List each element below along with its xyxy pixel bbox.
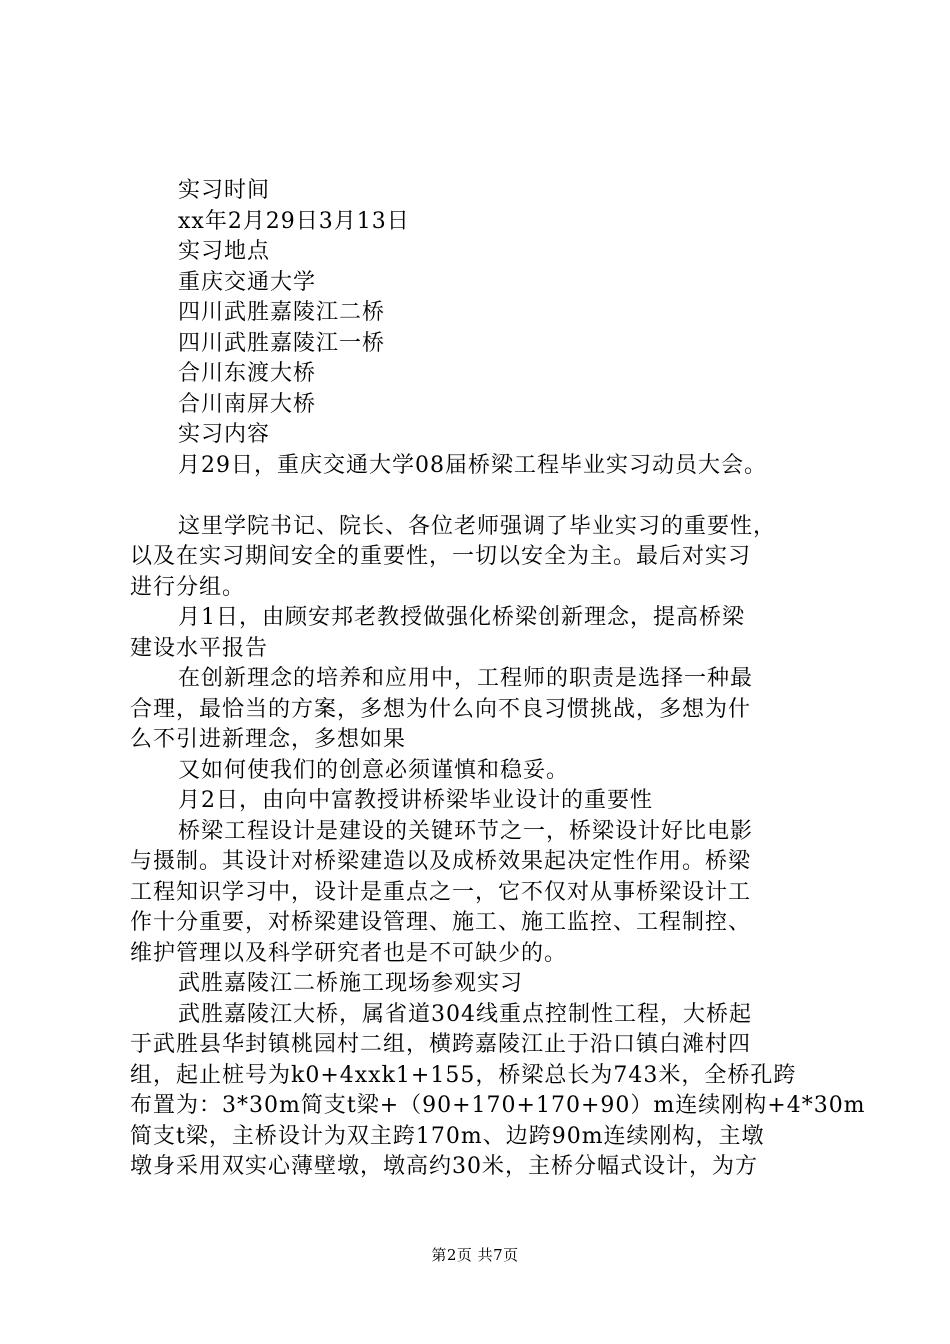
page-footer: 第2页 共7页	[431, 1246, 519, 1264]
paragraph-line: 组，起止桩号为k0+4xxk1+155，桥梁总长为743米，全桥孔跨	[130, 1062, 797, 1088]
paragraph-line: 墩身采用双实心薄壁墩，墩高约30米，主桥分幅式设计，为方	[130, 1154, 758, 1179]
paragraph-line: 简支t梁，主桥设计为双主跨170m、边跨90m连续刚构，主墩	[130, 1123, 765, 1149]
heading-internship-content: 实习内容	[178, 422, 271, 447]
paragraph-line: 月2日，由向中富教授讲桥梁毕业设计的重要性	[178, 788, 653, 813]
location-item: 四川武胜嘉陵江一桥	[178, 330, 386, 356]
heading-internship-location: 实习地点	[178, 239, 271, 264]
paragraph-line: 合理，最恰当的方案，多想为什么向不良习惯挑战，多想为什	[130, 696, 752, 722]
paragraph-line: 工程知识学习中，设计是重点之一，它不仅对从事桥梁设计工	[130, 879, 752, 905]
paragraph-line: 武胜嘉陵江大桥，属省道304线重点控制性工程，大桥起	[178, 1001, 752, 1027]
paragraph-line: 桥梁工程设计是建设的关键环节之一，桥梁设计好比电影	[178, 818, 754, 844]
paragraph-line: 月29日，重庆交通大学08届桥梁工程毕业实习动员大会。	[178, 452, 767, 478]
location-item: 合川东渡大桥	[178, 361, 317, 386]
document-body	[130, 176, 866, 1183]
heading-internship-time: 实习时间	[178, 178, 271, 203]
paragraph-line: 于武胜县华封镇桃园村二组，横跨嘉陵江止于沿口镇白滩村四	[130, 1032, 752, 1057]
paragraph-line: 进行分组。	[130, 574, 246, 600]
paragraph-line: 么不引进新理念，多想如果	[130, 727, 407, 752]
paragraph-gap	[130, 481, 830, 512]
paragraph-line: 建设水平报告	[130, 635, 269, 661]
paragraph-line: 武胜嘉陵江二桥施工现场参观实习	[178, 971, 524, 996]
paragraph-line: 以及在实习期间安全的重要性，一切以安全为主。最后对实习	[130, 544, 752, 569]
location-item: 合川南屏大桥	[178, 391, 317, 417]
paragraph-line: 布置为：3*30m简支t梁+（90+170+170+90）m连续刚构+4*30m	[130, 1093, 866, 1118]
paragraph-line: 与摄制。其设计对桥梁建造以及成桥效果起决定性作用。桥梁	[130, 849, 752, 874]
location-item: 四川武胜嘉陵江二桥	[178, 300, 386, 325]
paragraph-line: 又如何使我们的创意必须谨慎和稳妥。	[178, 757, 570, 783]
paragraph-line: 月1日，由顾安邦老教授做强化桥梁创新理念，提高桥梁	[178, 605, 745, 630]
paragraph-line: 作十分重要，对桥梁建设管理、施工、施工监控、工程制控、	[130, 910, 752, 935]
paragraph-line: 在创新理念的培养和应用中，工程师的职责是选择一种最	[178, 666, 754, 691]
paragraph-line: 这里学院书记、院长、各位老师强调了毕业实习的重要性，	[178, 513, 777, 539]
paragraph-line: 维护管理以及科学研究者也是不可缺少的。	[130, 940, 568, 966]
internship-date-range: xx年2月29日3月13日	[178, 208, 410, 234]
location-item: 重庆交通大学	[178, 269, 317, 295]
